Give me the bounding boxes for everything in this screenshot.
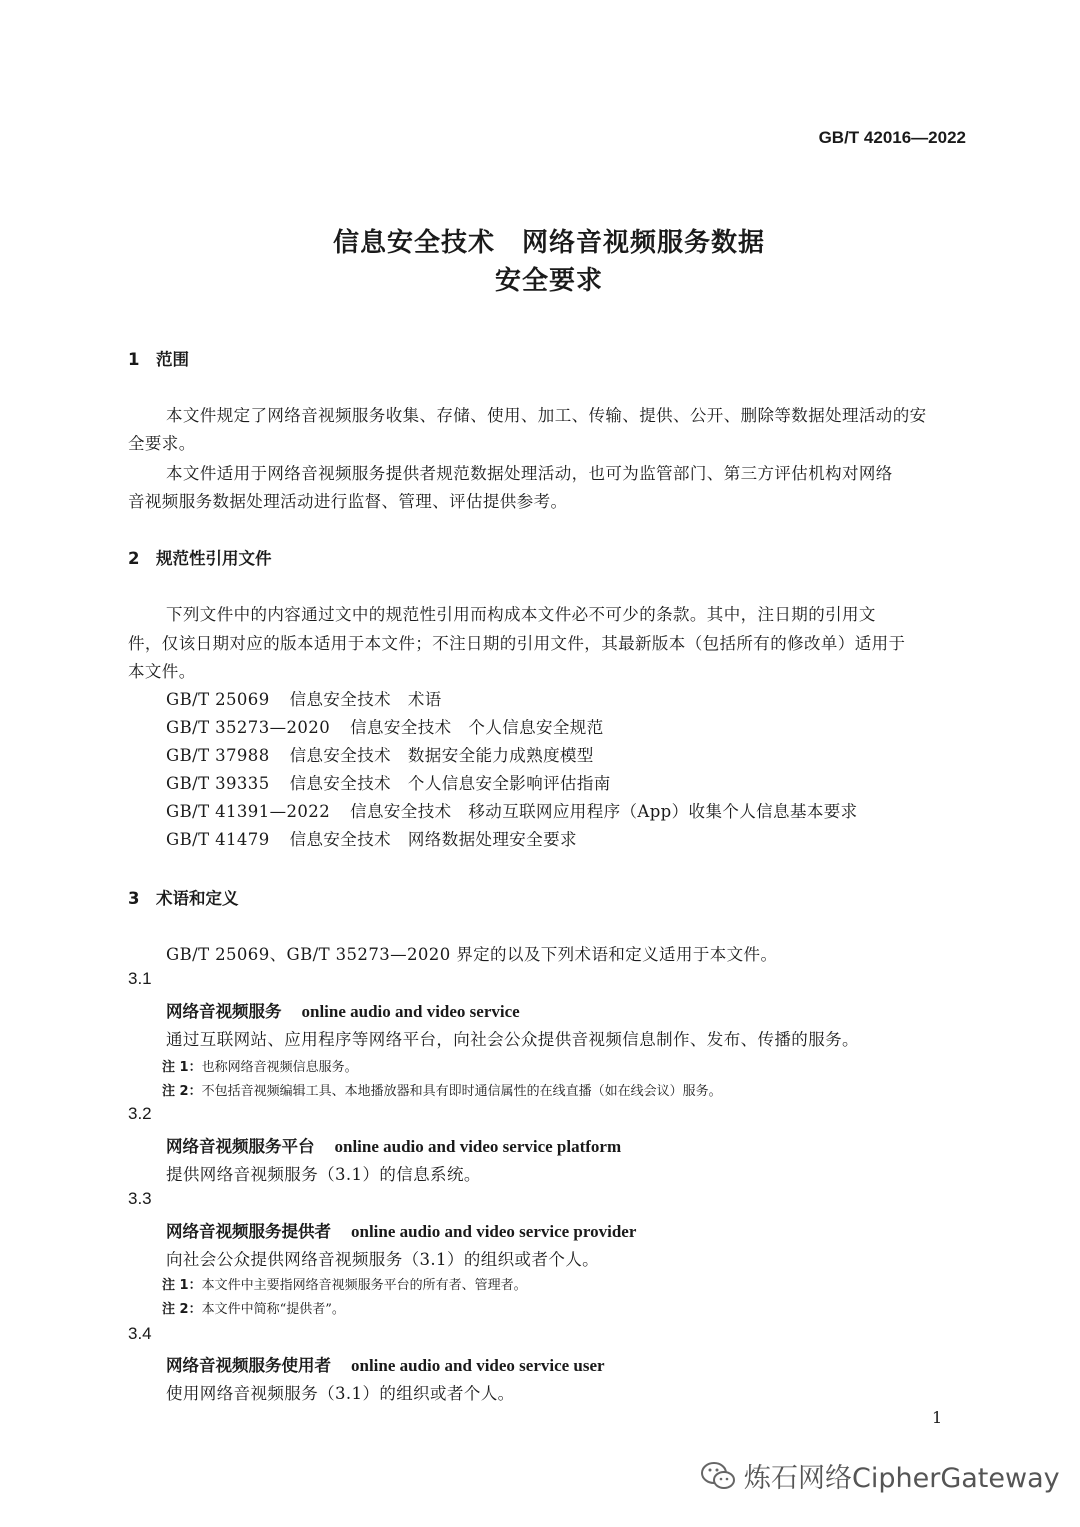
section-number: 2: [128, 549, 140, 568]
term-heading: [166, 998, 520, 1022]
term-note: [162, 1274, 527, 1293]
note-text: 也称网络音视频信息服务。: [201, 1060, 358, 1075]
reference-title: 信息安全技术 术语: [289, 690, 442, 709]
term-en: online audio and video service platform: [334, 1137, 622, 1156]
term-definition: 向社会公众提供网络音视频服务（3.1）的组织或者个人。: [166, 1250, 600, 1269]
reference-code: GB/T 41479: [166, 830, 270, 849]
reference-title: 信息安全技术 数据安全能力成熟度模型: [289, 746, 594, 765]
term-number: 3.1: [128, 969, 152, 988]
references-paragraph-line1: 下列文件中的内容通过文中的规范性引用而构成本文件必不可少的条款。其中，注日期的引用文: [166, 605, 876, 624]
reference-item: [166, 714, 604, 738]
term-definition: 提供网络音视频服务（3.1）的信息系统。: [166, 1165, 481, 1184]
reference-code: GB/T 37988: [166, 746, 270, 765]
document-title-line2: 安全要求: [494, 266, 603, 296]
reference-item: [166, 742, 594, 766]
term-zh: 网络音视频服务平台: [166, 1137, 315, 1156]
term-heading: [166, 1218, 636, 1242]
note-text: 本文件中主要指网络音视频服务平台的所有者、管理者。: [201, 1278, 527, 1293]
reference-item: [166, 826, 577, 850]
reference-item: [166, 798, 858, 822]
reference-code: GB/T 39335: [166, 774, 270, 793]
term-heading: [166, 1133, 621, 1157]
reference-title: 信息安全技术 个人信息安全影响评估指南: [289, 774, 611, 793]
term-en: online audio and video service user: [351, 1356, 605, 1375]
watermark: [700, 1456, 1060, 1495]
term-en: online audio and video service: [301, 1002, 520, 1021]
page-number: 1: [932, 1408, 943, 1427]
references-paragraph-line2: 件，仅该日期对应的版本适用于本文件；不注日期的引用文件，其最新版本（包括所有的修改单）适用于: [128, 634, 906, 653]
term-note: [162, 1080, 722, 1099]
standard-code: GB/T 42016—2022: [818, 128, 966, 147]
term-en: online audio and video service provider: [351, 1222, 637, 1241]
term-note: [162, 1298, 345, 1317]
watermark-text: 炼石网络CipherGateway: [744, 1463, 1060, 1494]
document-title-line1: 信息安全技术 网络音视频服务数据: [332, 228, 765, 258]
note-label: 注 2：: [162, 1302, 202, 1317]
scope-paragraph-2-line1: 本文件适用于网络音视频服务提供者规范数据处理活动，也可为监管部门、第三方评估机构对网络: [166, 464, 893, 483]
section-number: 3: [128, 889, 140, 908]
reference-title: 信息安全技术 网络数据处理安全要求: [289, 830, 577, 849]
term-definition: 通过互联网站、应用程序等网络平台，向社会公众提供音视频信息制作、发布、传播的服务。: [166, 1030, 859, 1049]
note-label: 注 2：: [162, 1084, 202, 1099]
scope-paragraph-1-line2: 全要求。: [128, 434, 196, 453]
scope-paragraph-2-line2: 音视频服务数据处理活动进行监督、管理、评估提供参考。: [128, 492, 568, 511]
term-note: [162, 1056, 358, 1075]
section-title: 规范性引用文件: [156, 549, 272, 568]
note-text: 本文件中简称“提供者”。: [201, 1302, 345, 1317]
term-zh: 网络音视频服务: [166, 1002, 282, 1021]
reference-title: 信息安全技术 个人信息安全规范: [350, 718, 604, 737]
term-number: 3.2: [128, 1104, 152, 1123]
term-definition: 使用网络音视频服务（3.1）的组织或者个人。: [166, 1384, 515, 1403]
terms-intro: GB/T 25069、GB/T 35273—2020 界定的以及下列术语和定义适用于本文件。: [166, 945, 778, 964]
wechat-icon: [700, 1460, 736, 1492]
reference-item: [166, 686, 442, 710]
term-zh: 网络音视频服务提供者: [166, 1222, 331, 1241]
note-label: 注 1：: [162, 1278, 202, 1293]
section-heading-scope: [128, 346, 189, 370]
reference-title: 信息安全技术 移动互联网应用程序（App）收集个人信息基本要求: [350, 802, 858, 821]
reference-code: GB/T 25069: [166, 690, 270, 709]
note-text: 不包括音视频编辑工具、本地播放器和具有即时通信属性的在线直播（如在线会议）服务。: [201, 1084, 722, 1099]
references-paragraph-line3: 本文件。: [128, 662, 196, 681]
section-title: 术语和定义: [156, 889, 239, 908]
section-heading-terms: [128, 885, 239, 909]
reference-item: [166, 770, 611, 794]
section-heading-normative-references: [128, 545, 272, 569]
section-title: 范围: [156, 350, 189, 369]
scope-paragraph-1-line1: 本文件规定了网络音视频服务收集、存储、使用、加工、传输、提供、公开、删除等数据处理活动的安: [166, 406, 927, 425]
term-heading: [166, 1352, 605, 1376]
reference-code: GB/T 35273—2020: [166, 718, 331, 737]
reference-code: GB/T 41391—2022: [166, 802, 331, 821]
term-zh: 网络音视频服务使用者: [166, 1356, 331, 1375]
note-label: 注 1：: [162, 1060, 202, 1075]
section-number: 1: [128, 350, 140, 369]
term-number: 3.4: [128, 1324, 152, 1343]
term-number: 3.3: [128, 1189, 152, 1208]
